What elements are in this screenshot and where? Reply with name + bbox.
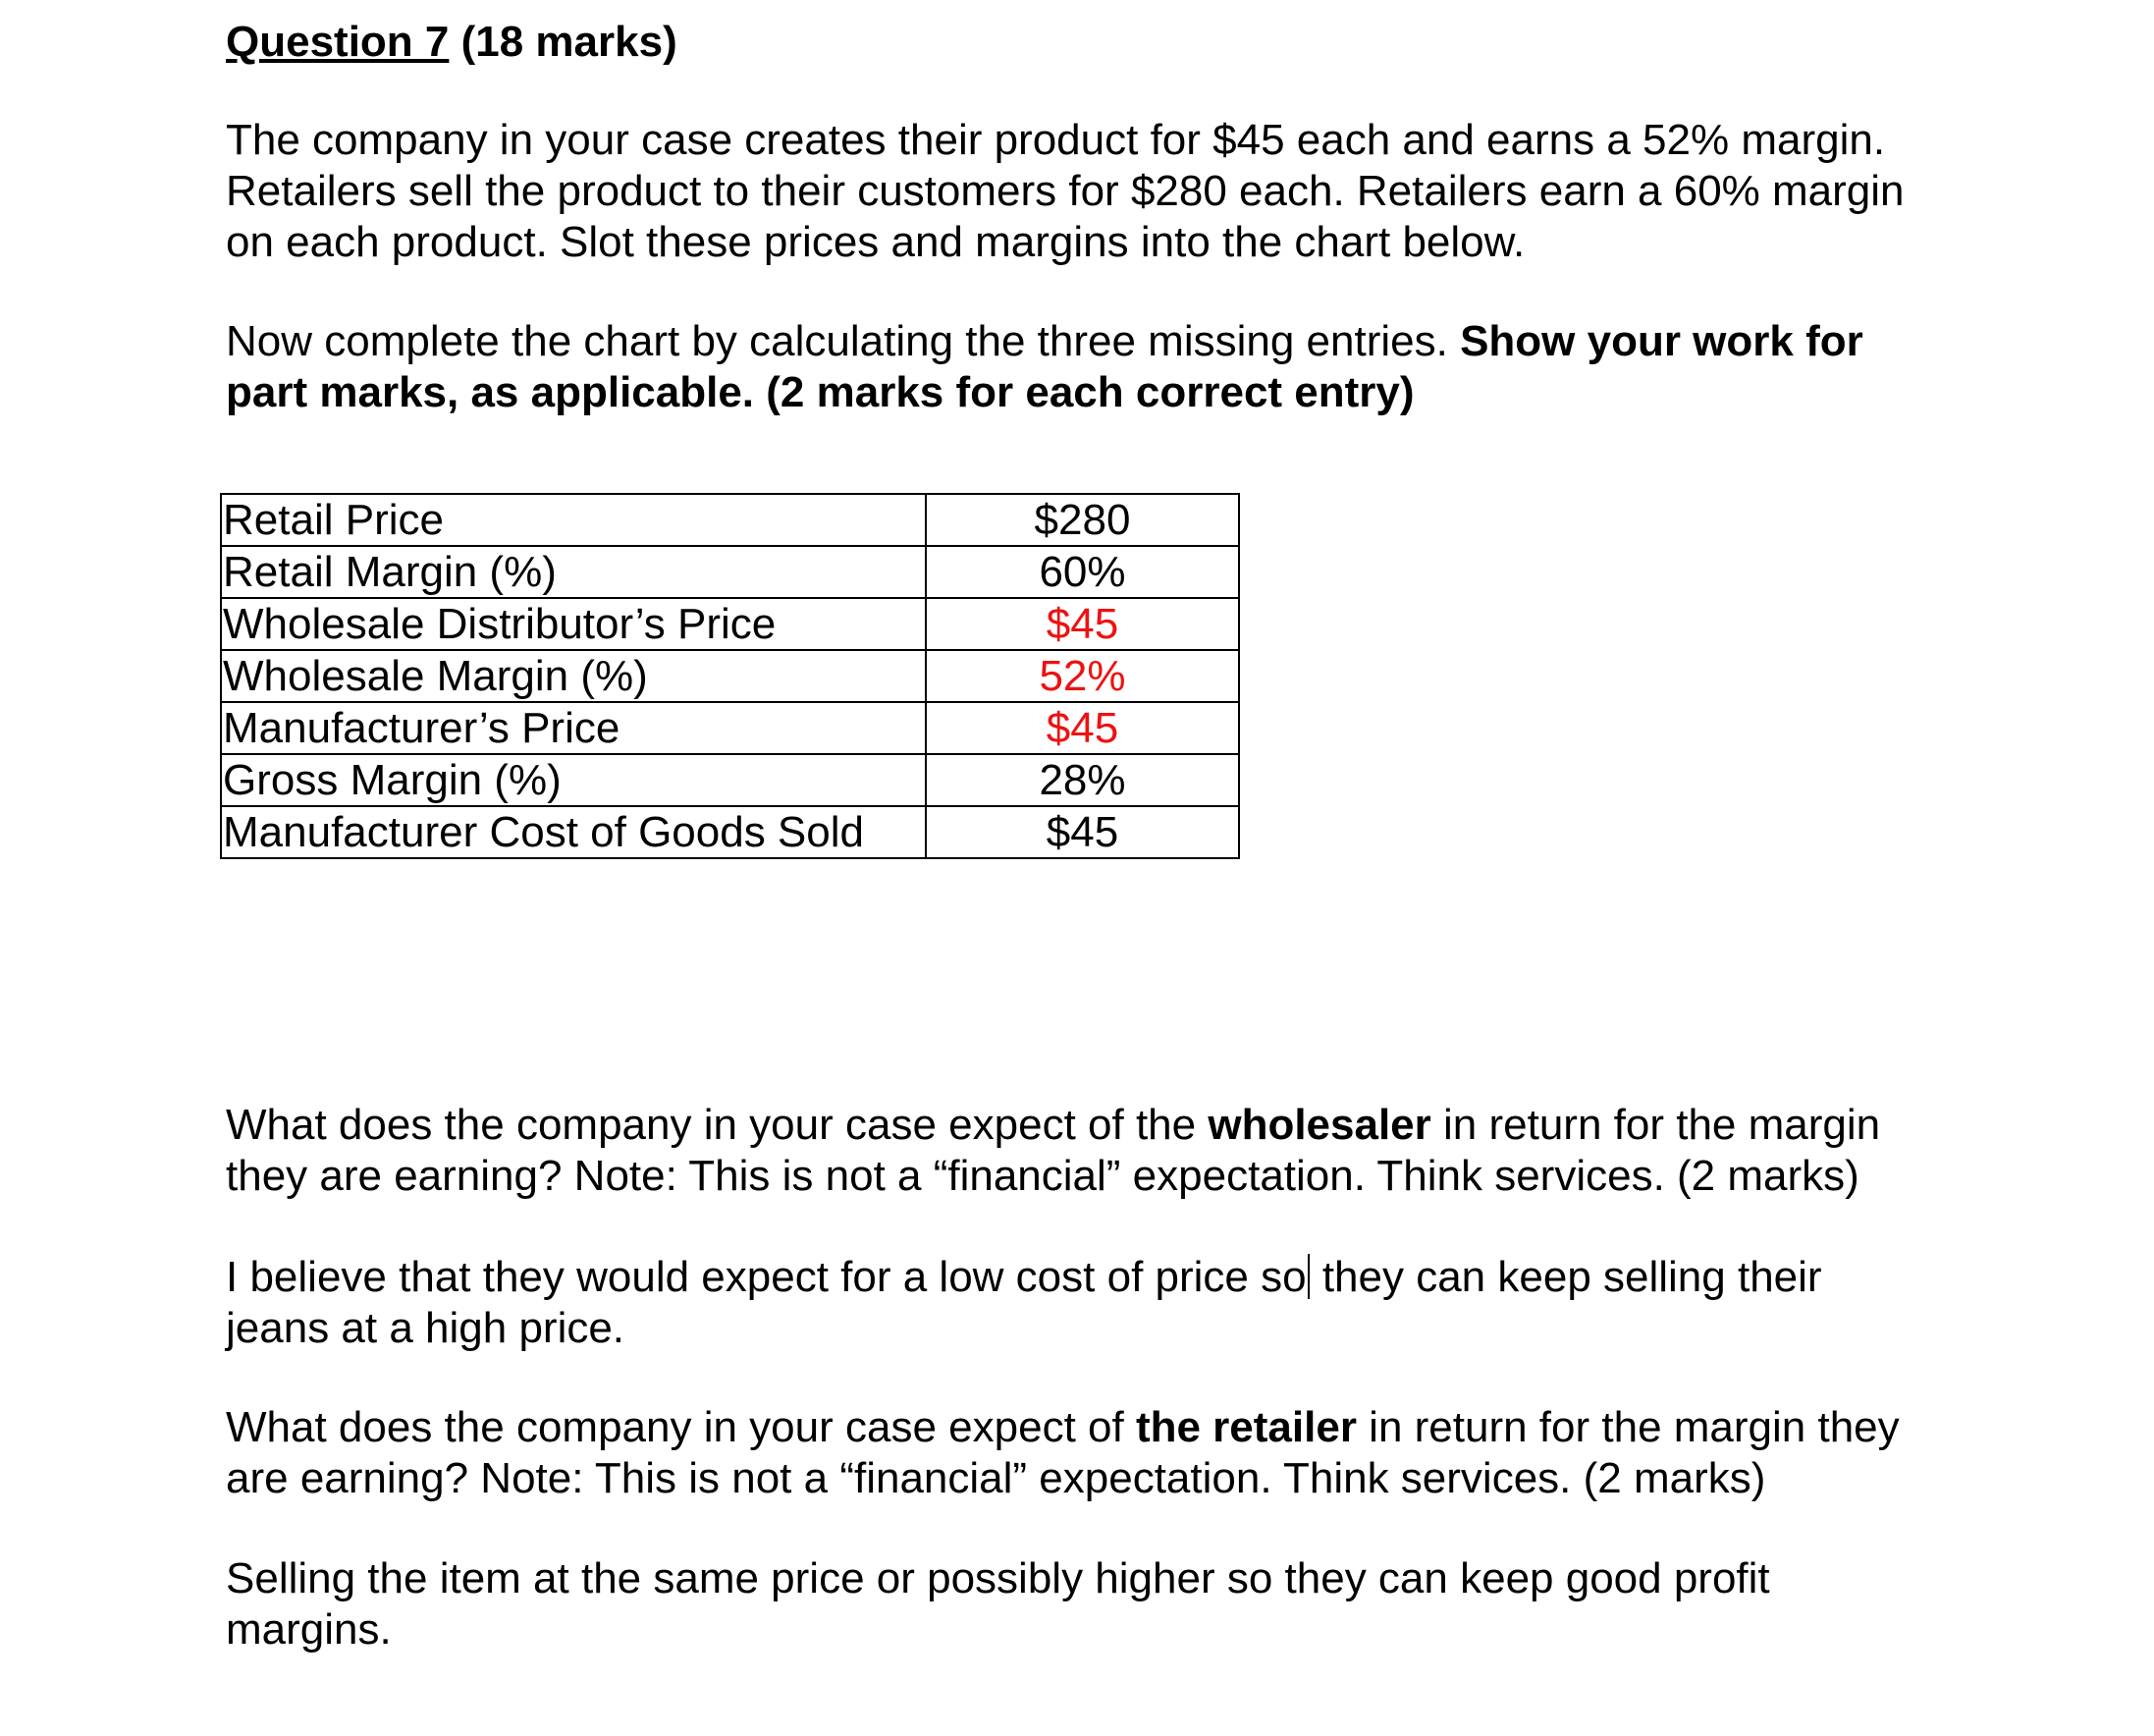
wholesaler-question-line-2: they are earning? Note: This is not a “financial” expectation. Think services. (2 marks) — [226, 1152, 1859, 1200]
table-row — [221, 754, 1239, 806]
table-row — [221, 494, 1239, 546]
wholesaler-question-bold: wholesaler — [1208, 1101, 1431, 1149]
row-label: Gross Margin (%) — [221, 754, 926, 806]
wholesaler-question-post: in return for the margin — [1430, 1101, 1881, 1149]
wholesaler-answer-line-2: jeans at a high price. — [226, 1304, 625, 1352]
row-label: Retail Margin (%) — [221, 546, 926, 598]
table-row — [221, 546, 1239, 598]
table-row — [221, 598, 1239, 650]
row-value[interactable]: $45 — [926, 806, 1239, 858]
question-number: Question 7 — [226, 18, 450, 66]
wholesaler-answer[interactable] — [226, 1252, 1964, 1354]
margin-table — [220, 493, 1240, 859]
question-title — [226, 18, 677, 67]
intro-line-1: The company in your case creates their product for $45 each and earns a 52% margin. — [226, 116, 1886, 164]
table-row — [221, 806, 1239, 858]
table-row — [221, 650, 1239, 702]
text-cursor — [1308, 1254, 1310, 1299]
retailer-question-line-2: are earning? Note: This is not a “financial” expectation. Think services. (2 marks) — [226, 1454, 1766, 1502]
row-value[interactable]: $45 — [926, 598, 1239, 650]
intro-paragraph — [226, 115, 1964, 268]
instructions-text: Now complete the chart by calculating the three missing entries. — [226, 317, 1461, 365]
row-label: Retail Price — [221, 494, 926, 546]
instructions-bold-2: part marks, as applicable. (2 marks for each correct entry) — [226, 368, 1415, 416]
wholesaler-answer-part-2: they can keep selling their — [1310, 1253, 1822, 1301]
row-value[interactable]: $45 — [926, 702, 1239, 754]
row-label: Manufacturer Cost of Goods Sold — [221, 806, 926, 858]
wholesaler-answer-part-1: I believe that they would expect for a low cost of price so — [226, 1253, 1307, 1301]
question-marks: (18 marks) — [449, 18, 677, 66]
retailer-question-post: in return for the margin they — [1356, 1403, 1900, 1451]
retailer-question-pre: What does the company in your case expect of — [226, 1403, 1136, 1451]
row-value[interactable]: 28% — [926, 754, 1239, 806]
row-label: Manufacturer’s Price — [221, 702, 926, 754]
wholesaler-question — [226, 1100, 1964, 1202]
retailer-question-bold: the retailer — [1135, 1403, 1357, 1451]
instructions-bold-1: Show your work for — [1460, 317, 1863, 365]
table-row — [221, 702, 1239, 754]
retailer-answer-line-1: Selling the item at the same price or possibly higher so they can keep good profit — [226, 1554, 1770, 1602]
row-value[interactable]: 60% — [926, 546, 1239, 598]
retailer-question — [226, 1402, 1964, 1504]
row-label: Wholesale Margin (%) — [221, 650, 926, 702]
intro-line-2: Retailers sell the product to their customers for $280 each. Retailers earn a 60% margin — [226, 167, 1905, 215]
retailer-answer-line-2: margins. — [226, 1605, 392, 1654]
row-value[interactable]: 52% — [926, 650, 1239, 702]
retailer-answer[interactable] — [226, 1553, 1964, 1655]
instructions-paragraph — [226, 316, 1964, 418]
row-value[interactable]: $280 — [926, 494, 1239, 546]
intro-line-3: on each product. Slot these prices and margins into the chart below. — [226, 218, 1526, 266]
row-label: Wholesale Distributor’s Price — [221, 598, 926, 650]
wholesaler-question-pre: What does the company in your case expect of the — [226, 1101, 1209, 1149]
